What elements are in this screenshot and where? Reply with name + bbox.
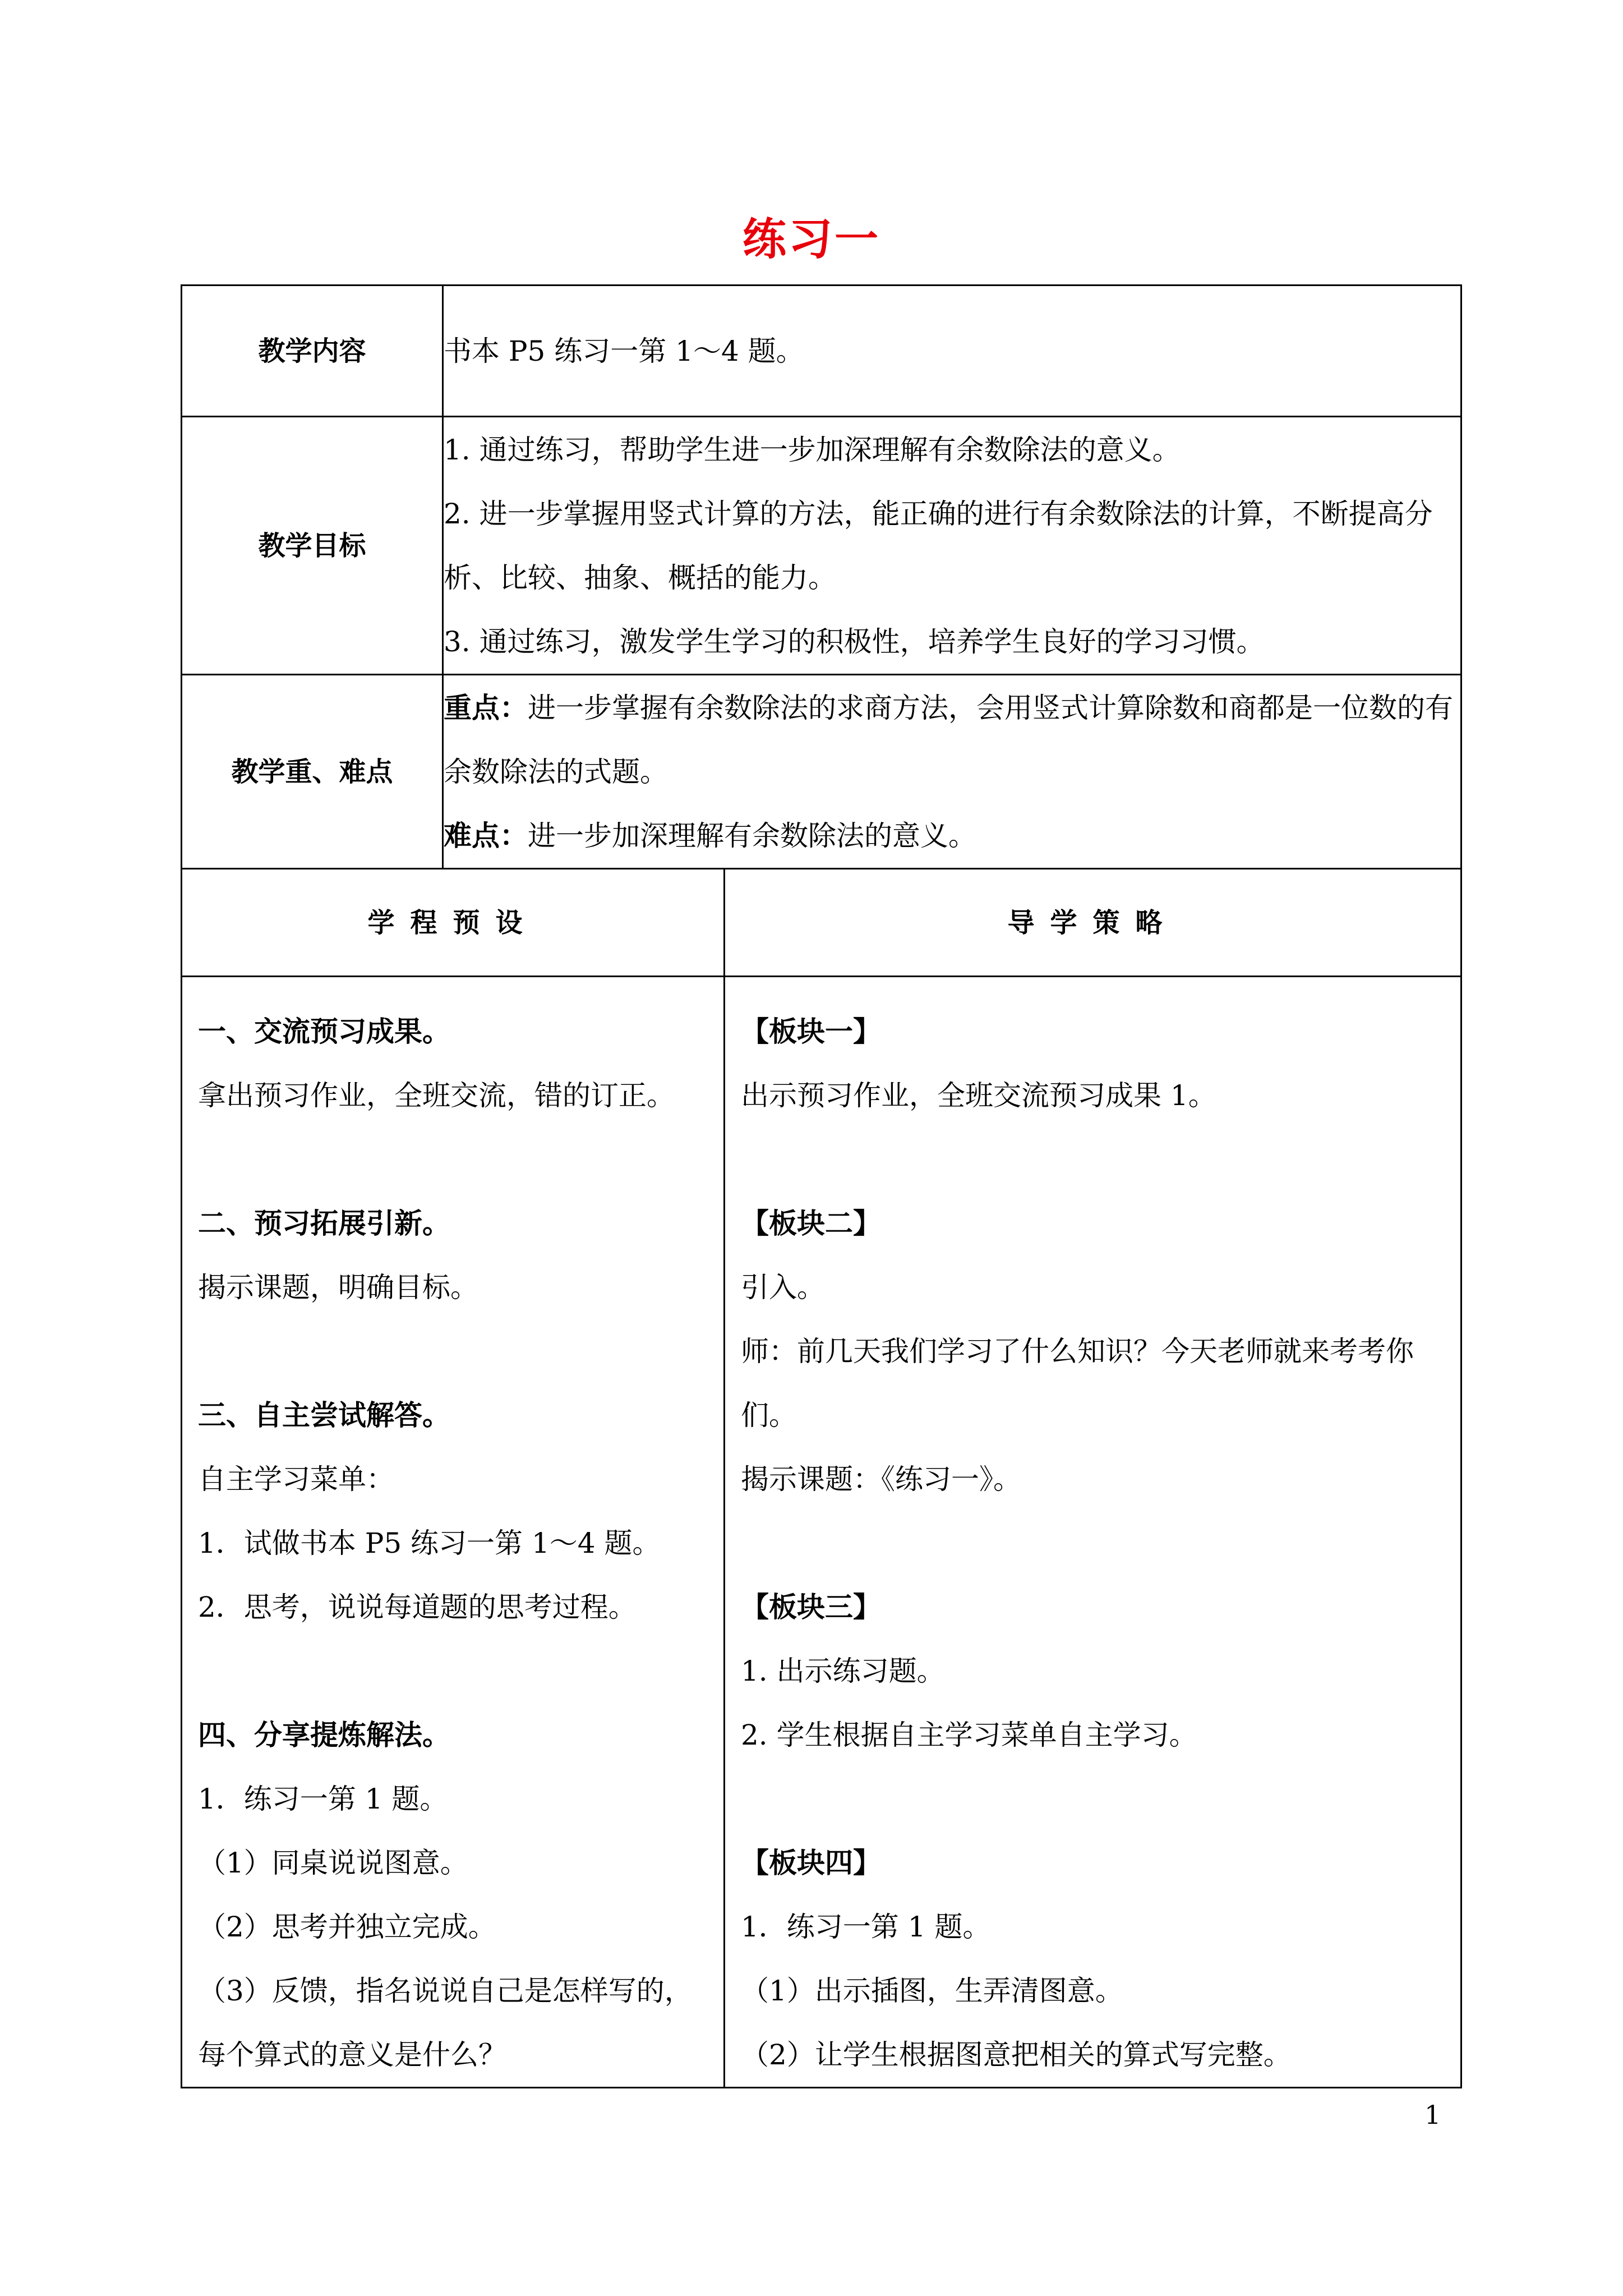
value-teaching-goals — [443, 417, 1461, 675]
page-number: 1 — [1424, 2100, 1441, 2130]
key-point-prefix: 重点： — [444, 691, 528, 724]
section-2-title: 二、预习拓展引新。 — [198, 1207, 450, 1240]
section-3-title: 三、自主尝试解答。 — [198, 1399, 450, 1432]
block-4-line-3: （2）让学生根据图意把相关的算式写完整。 — [741, 2039, 1292, 2071]
section-4-line-1: 1．练习一第 1 题。 — [198, 1783, 448, 1815]
block-2-line-1: 引入。 — [741, 1271, 825, 1304]
block-1-line-1: 出示预习作业，全班交流预习成果 1。 — [741, 1079, 1216, 1112]
spacer — [198, 1639, 712, 1703]
label-teaching-goals: 教学目标 — [182, 417, 443, 675]
key-point-text: 进一步掌握有余数除法的求商方法，会用竖式计算除数和商都是一位数的有余数除法的式题。 — [444, 691, 1453, 788]
goal-item-3: 3. 通过练习，激发学生学习的积极性，培养学生良好的学习习惯。 — [444, 625, 1265, 658]
section-4-line-2: （1）同桌说说图意。 — [198, 1847, 468, 1879]
row-key-points — [182, 675, 1461, 869]
section-2-line-1: 揭示课题，明确目标。 — [198, 1271, 478, 1304]
section-4-line-4: （3）反馈，指名说说自己是怎样写的，每个算式的意义是什么？ — [198, 1975, 693, 2071]
value-teaching-content — [443, 286, 1461, 417]
guiding-strategy-column — [725, 977, 1461, 2088]
key-point — [444, 676, 1460, 804]
section-4-title: 四、分享提炼解法。 — [198, 1719, 450, 1751]
label-key-points: 教学重、难点 — [182, 675, 443, 869]
row-lesson-body — [182, 977, 1461, 2088]
block-2-title: 【板块二】 — [741, 1207, 881, 1240]
header-guiding-strategy: 导学策略 — [725, 869, 1461, 977]
spacer — [741, 1767, 1449, 1831]
spacer — [198, 1319, 712, 1383]
section-1-line-1: 拿出预习作业，全班交流，错的订正。 — [198, 1079, 675, 1112]
block-2-line-2: 师：前几天我们学习了什么知识？今天老师就来考考你们。 — [741, 1335, 1414, 1432]
difficulty-point — [444, 804, 1460, 868]
row-teaching-content — [182, 286, 1461, 417]
goal-item-2: 2. 进一步掌握用竖式计算的方法，能正确的进行有余数除法的计算，不断提高分析、比较、抽象、概括的能力。 — [444, 497, 1433, 594]
block-4-line-2: （1）出示插图，生弄清图意。 — [741, 1975, 1123, 2007]
page-title: 练习一 — [742, 214, 880, 265]
block-3-title: 【板块三】 — [741, 1591, 881, 1623]
difficulty-prefix: 难点： — [444, 819, 528, 852]
row-column-headers — [182, 869, 1461, 977]
value-key-points — [443, 675, 1461, 869]
section-3-line-3: 2．思考，说说每道题的思考过程。 — [198, 1591, 637, 1623]
goal-item-1: 1. 通过练习，帮助学生进一步加深理解有余数除法的意义。 — [444, 433, 1181, 466]
section-4-line-3: （2）思考并独立完成。 — [198, 1911, 496, 1943]
row-teaching-goals — [182, 417, 1461, 675]
section-1-title: 一、交流预习成果。 — [198, 1015, 450, 1048]
block-2-line-3: 揭示课题：《练习一》。 — [741, 1463, 1021, 1496]
header-learning-process: 学程预设 — [182, 869, 725, 977]
block-4-title: 【板块四】 — [741, 1847, 881, 1879]
teaching-content-text: 书本 P5 练习一第 1～4 题。 — [444, 334, 804, 367]
spacer — [198, 1128, 712, 1191]
block-4-line-1: 1．练习一第 1 题。 — [741, 1911, 991, 1943]
lesson-plan-table — [181, 284, 1462, 2088]
spacer — [741, 1511, 1449, 1575]
block-1-title: 【板块一】 — [741, 1015, 881, 1048]
block-3-line-2: 2. 学生根据自主学习菜单自主学习。 — [741, 1719, 1197, 1751]
section-3-line-1: 自主学习菜单： — [198, 1463, 394, 1496]
label-teaching-content: 教学内容 — [182, 286, 443, 417]
spacer — [741, 1128, 1449, 1191]
section-3-line-2: 1．试做书本 P5 练习一第 1～4 题。 — [198, 1527, 661, 1559]
difficulty-text: 进一步加深理解有余数除法的意义。 — [528, 819, 976, 852]
block-3-line-1: 1. 出示练习题。 — [741, 1655, 945, 1687]
learning-process-column — [182, 977, 725, 2088]
